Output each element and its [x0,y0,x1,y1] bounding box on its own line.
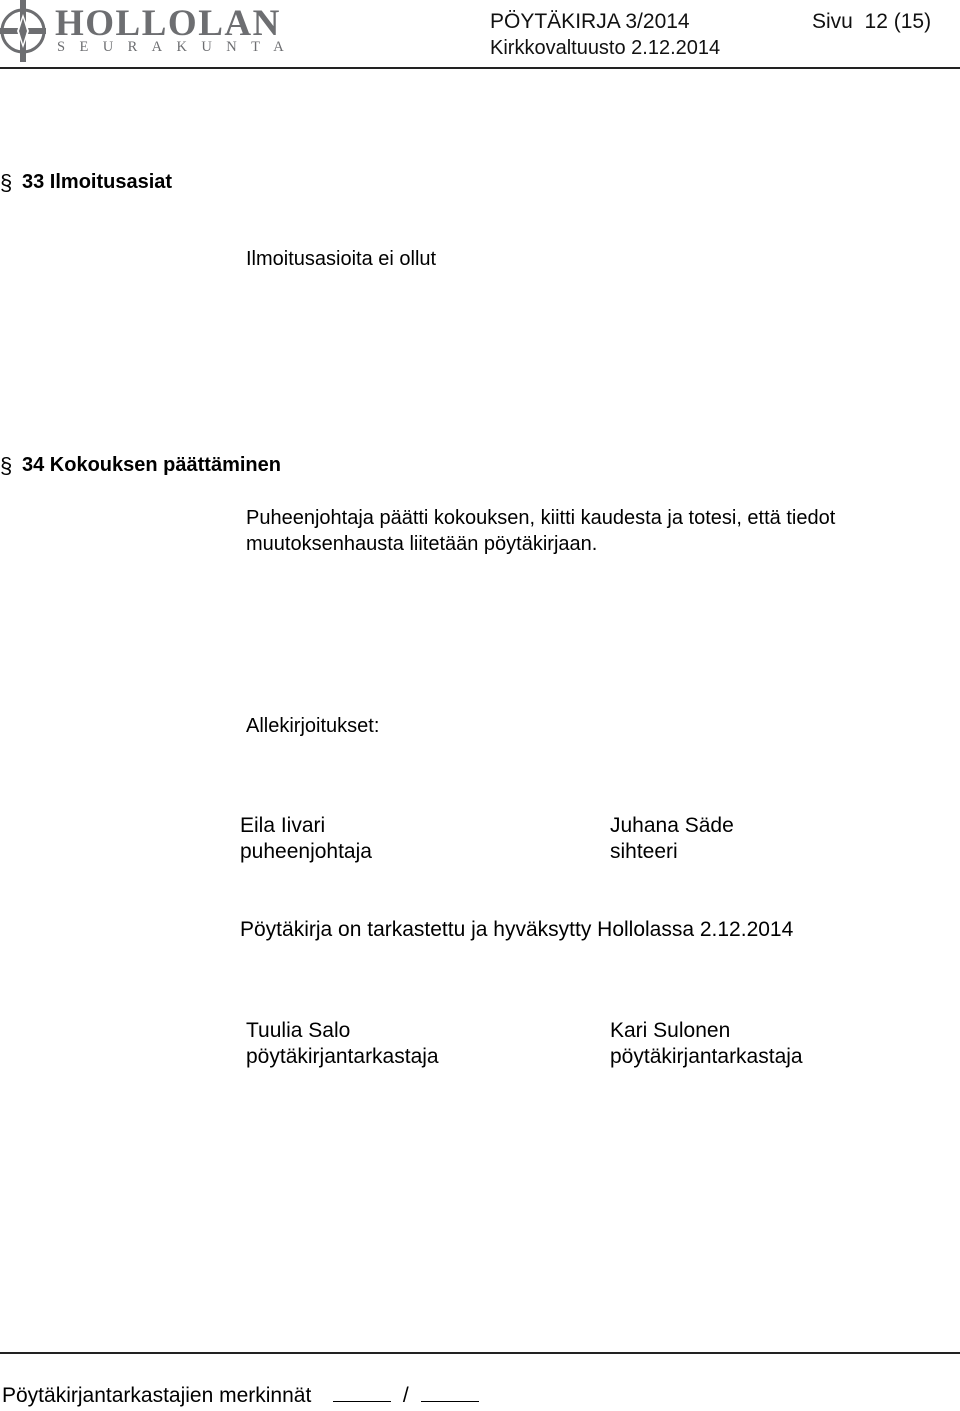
checker-role-2: pöytäkirjantarkastaja [610,1045,803,1068]
initials-blank-2[interactable] [421,1383,479,1402]
section-mark-34: § [0,453,13,478]
footer-initials-row [2,1382,479,1409]
section-heading-34: 34 Kokouksen päättäminen [22,454,281,476]
page-number: Sivu 12 (15) [812,10,932,33]
header-divider [0,67,960,69]
checker-name-1: Tuulia Salo [246,1019,351,1042]
document-title: PÖYTÄKIRJA 3/2014 [490,10,690,33]
signer-role-secretary: sihteeri [610,840,678,863]
section-body-34-line-2: muutoksenhausta liitetään pöytäkirjaan. [246,533,598,555]
parish-cross-emblem-icon [0,0,48,62]
meeting-subtitle: Kirkkovaltuusto 2.12.2014 [490,37,721,59]
checker-name-2: Kari Sulonen [610,1019,731,1042]
signer-name-chair: Eila Iivari [240,814,326,837]
footer-label: Pöytäkirjantarkastajien merkinnät [2,1384,312,1407]
section-body-33: Ilmoitusasioita ei ollut [246,248,437,270]
approval-statement: Pöytäkirja on tarkastettu ja hyväksytty Hollolassa 2.12.2014 [240,918,794,941]
signer-name-secretary: Juhana Säde [610,814,734,837]
section-body-34-line-1: Puheenjohtaja päätti kokouksen, kiitti kaudesta ja totesi, että tiedot [246,507,836,529]
section-mark-33: § [0,170,13,195]
section-heading-33: 33 Ilmoitusasiat [22,171,173,193]
initials-blank-1[interactable] [333,1383,391,1402]
logo-subtitle: SEURAKUNTA [57,39,299,55]
checker-role-1: pöytäkirjantarkastaja [246,1045,439,1068]
signatures-heading: Allekirjoitukset: [246,715,380,737]
footer-divider [0,1352,960,1354]
footer-separator: / [402,1384,409,1407]
signer-role-chair: puheenjohtaja [240,840,372,863]
logo-wordmark: HOLLOLAN [55,3,281,44]
